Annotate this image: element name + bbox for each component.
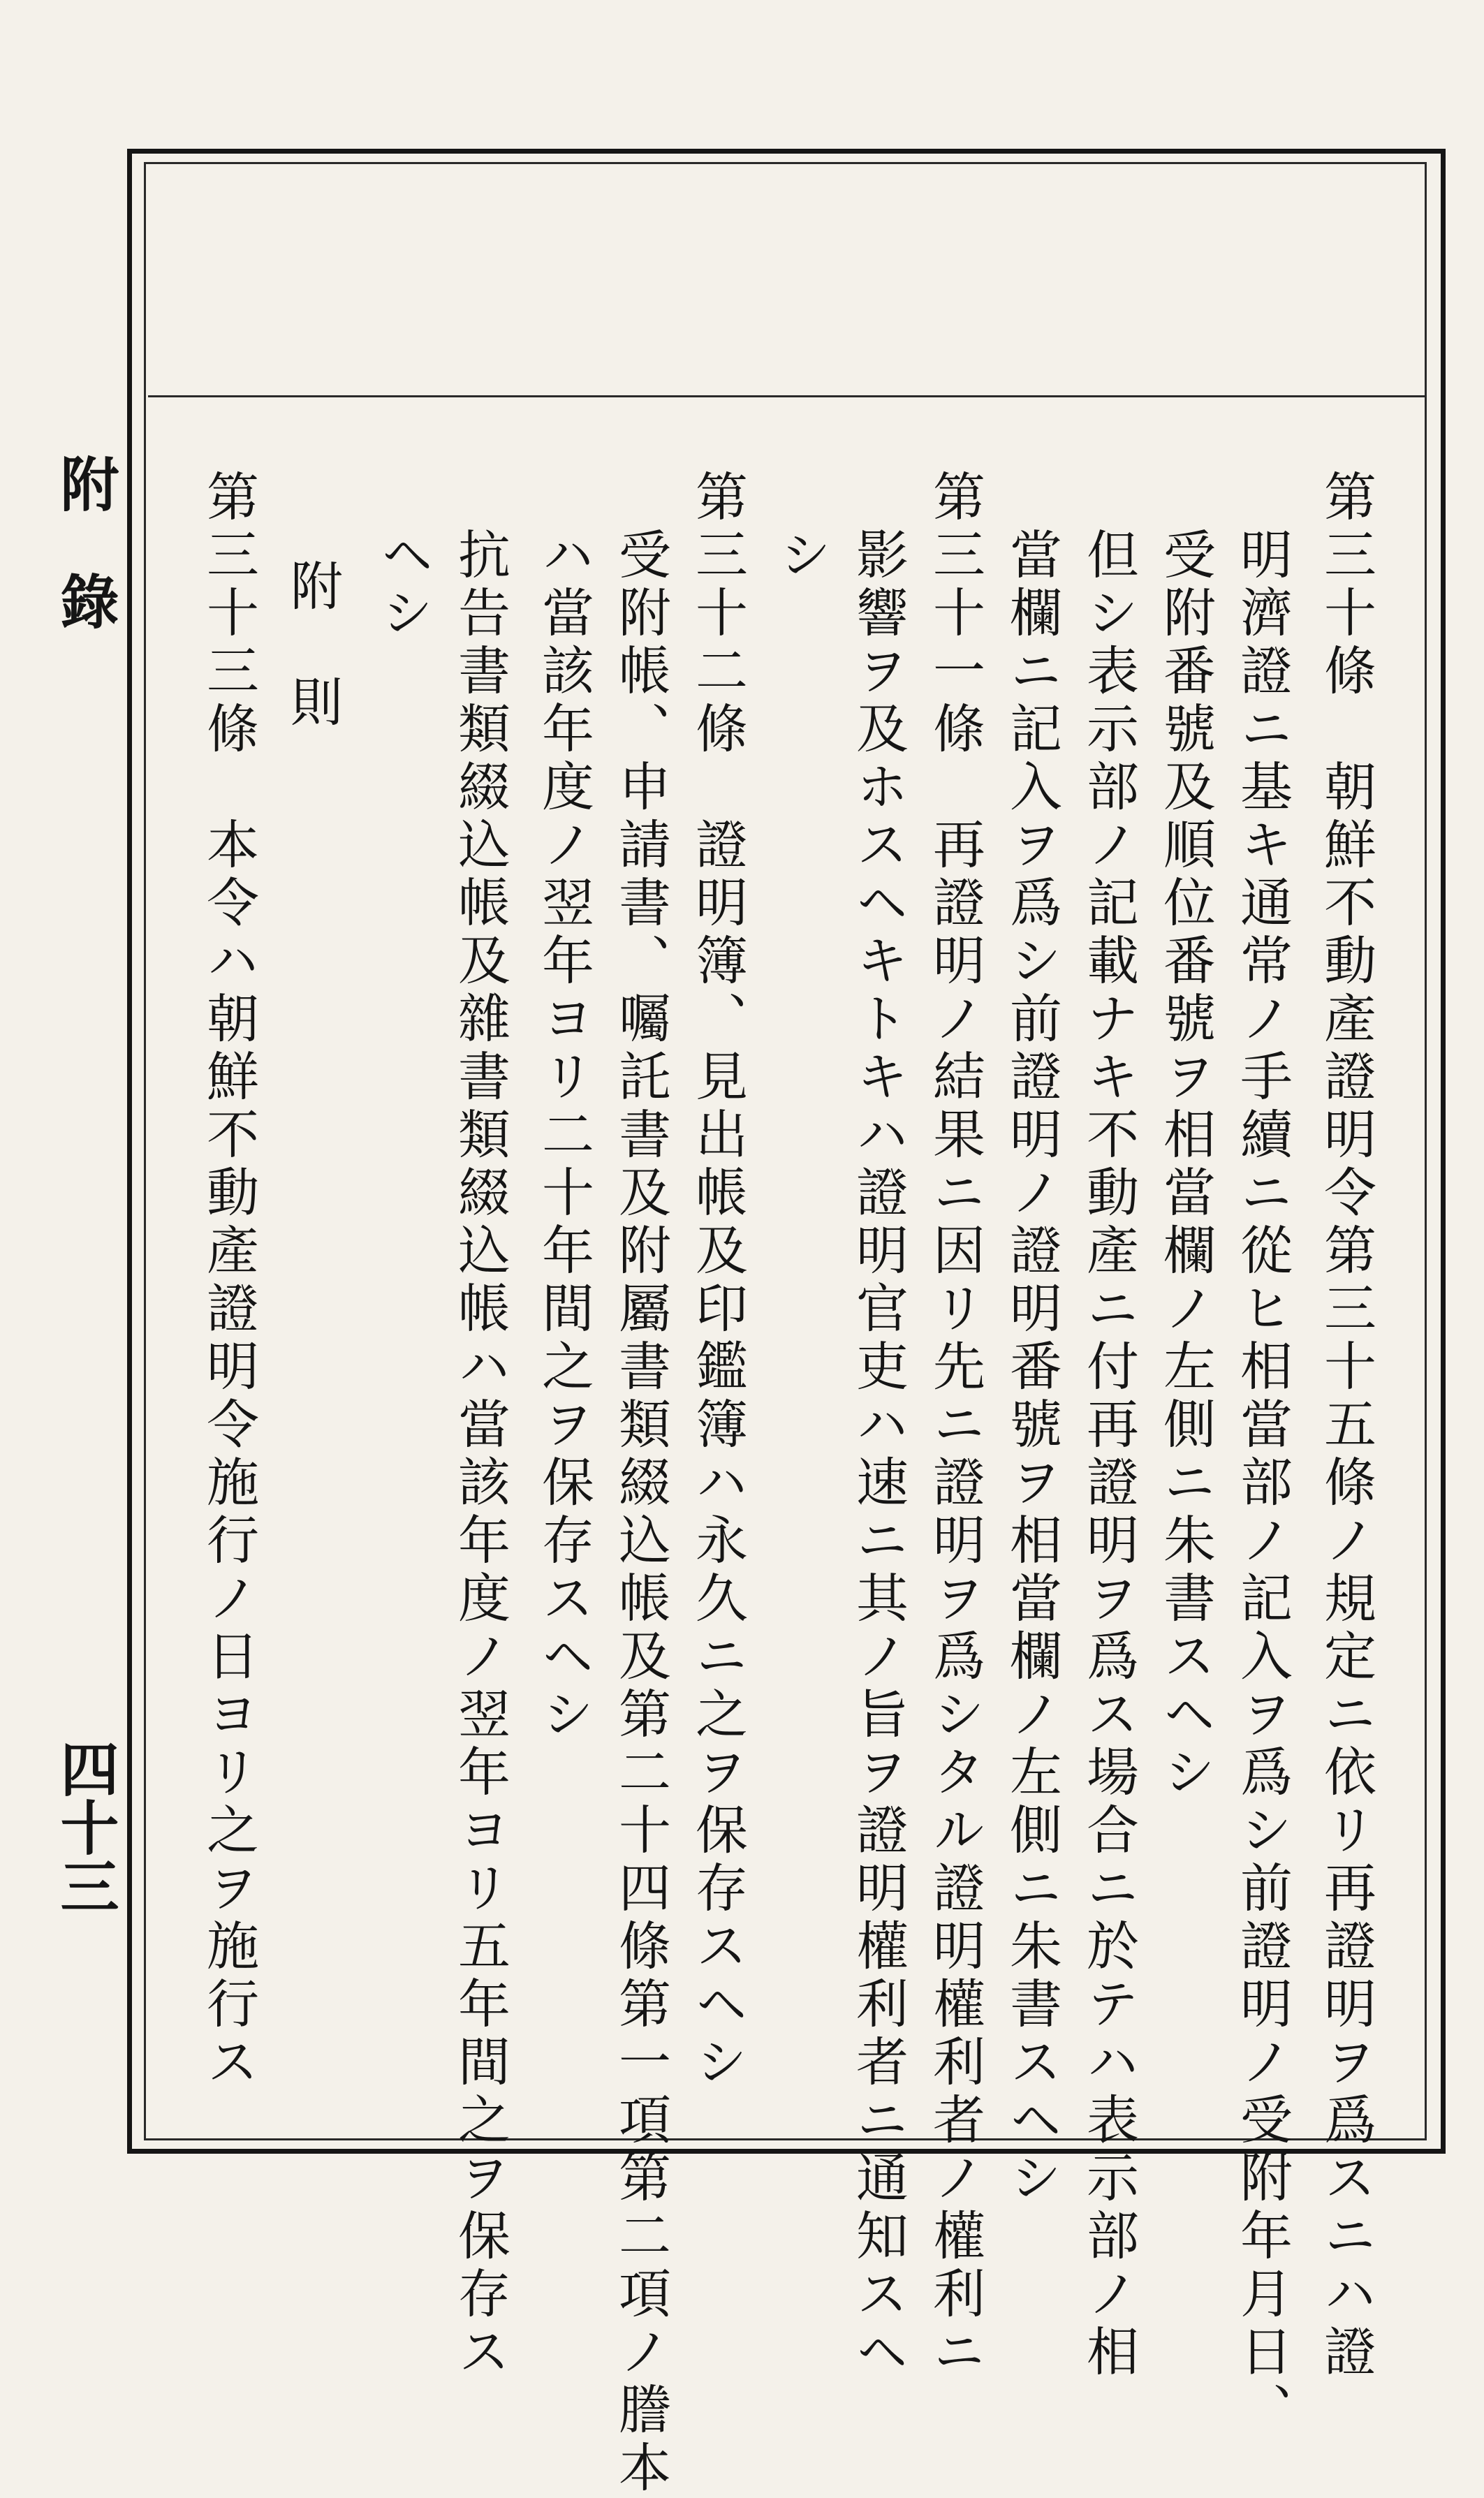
text-column: 明濟證ニ基キ通常ノ手續ニ從ヒ相當部ノ記入ヲ爲シ前證明ノ受附年月日、 bbox=[1232, 527, 1293, 2440]
text-column: 抗告書類綴込帳及雜書類綴込帳ハ當該年度ノ翌年ヨリ五年間之ヲ保存ス bbox=[450, 527, 511, 2382]
header-rule bbox=[148, 395, 1425, 397]
text-column: 第三十二條 證明簿、見出帳及印鑑簿ハ永久ニ之ヲ保存スヘシ bbox=[687, 469, 749, 2092]
text-column: 當欄ニ記入ヲ爲シ前證明ノ證明番號ヲ相當欄ノ左側ニ朱書スヘシ bbox=[1001, 527, 1063, 2208]
text-column: 影響ヲ及ホスヘキトキハ證明官吏ハ速ニ其ノ旨ヲ證明權利者ニ通知スヘ bbox=[848, 527, 909, 2382]
text-column: シ bbox=[771, 527, 832, 585]
section-label: 附 錄 bbox=[51, 454, 120, 630]
text-column: 受附番號及順位番號ヲ相當欄ノ左側ニ朱書スヘシ bbox=[1155, 527, 1217, 1802]
text-column: 受附帳、申請書、囑託書及附屬書類綴込帳及第二十四條第一項第二項ノ謄本 bbox=[610, 527, 672, 2498]
text-column: ヘシ bbox=[373, 527, 434, 643]
text-column: 附 則 bbox=[282, 559, 344, 733]
text-column: 第三十一條 再證明ノ結果ニ因リ先ニ證明ヲ爲シタル證明權利者ノ權利ニ bbox=[925, 469, 986, 2382]
text-column: ハ當該年度ノ翌年ヨリ二十年間之ヲ保存スヘシ bbox=[534, 527, 595, 1744]
text-column: 第三十三條 本令ハ朝鮮不動產證明令施行ノ日ヨリ之ヲ施行ス bbox=[198, 469, 260, 2092]
text-column: 第三十條 朝鮮不動產證明令第三十五條ノ規定ニ依リ再證明ヲ爲スニハ證 bbox=[1316, 469, 1377, 2382]
text-column: 但シ表示部ノ記載ナキ不動產ニ付再證明ヲ爲ス場合ニ於テハ表示部ノ相 bbox=[1078, 527, 1140, 2382]
page-number: 四十三 bbox=[51, 1739, 120, 1915]
